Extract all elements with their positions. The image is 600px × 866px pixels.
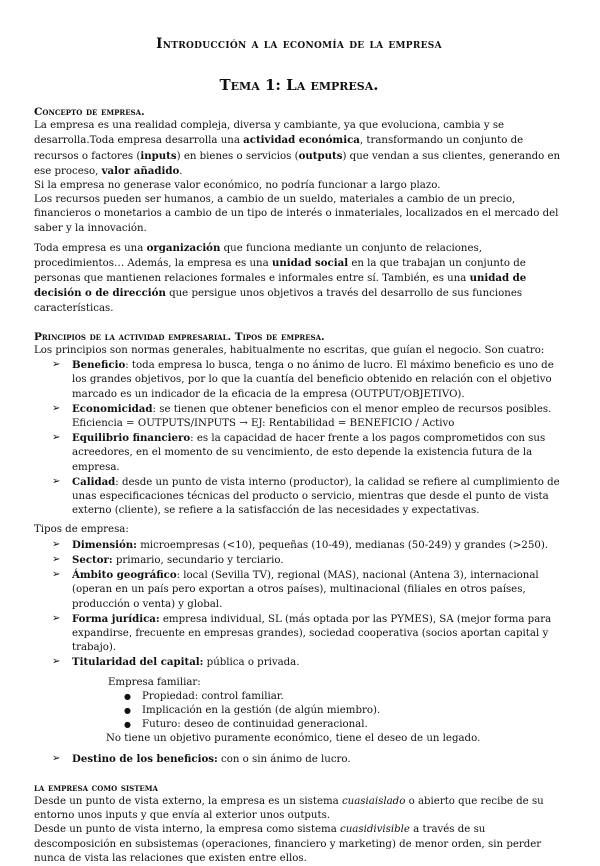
concepto-paragraph-2 xyxy=(34,241,564,316)
text-run: en la que trabajan un conjunto de personas que mantienen relaciones formales e informales entre sí. También, es una xyxy=(34,258,526,285)
list-item xyxy=(34,568,564,612)
item-text: : toda empresa lo busca, tenga o no ánimo de lucro. El máximo beneficio es uno de los grandes objetivos, por lo que la cuantía del beneficio obtenido en relación con el objetivo marcado es un indicador de la eficacia de la empresa (OUTPUT/OBJETIVO). xyxy=(72,360,554,400)
item-label: Economicidad xyxy=(72,402,153,415)
principios-intro: Los principios son normas generales, habitualmente no escritas, que guían el negocio. Son cuatro: xyxy=(34,345,545,357)
item-label: Sector: xyxy=(72,553,113,566)
arrow-bullet-icon: ➢ xyxy=(52,475,61,487)
text-run: o abierto que recibe de su entorno unos inputs y que envía al exterior unos outputs. xyxy=(34,795,544,822)
concepto-paragraph-1 xyxy=(34,119,564,179)
bold-term: outputs xyxy=(298,149,343,162)
bold-term: unidad social xyxy=(271,257,349,270)
text-run: que funciona mediante un conjunto de relaciones, procedimientos… Además, la empresa es una xyxy=(34,242,482,270)
principios-list xyxy=(34,358,564,518)
concepto-paragraph-1c: Los recursos pueden ser humanos, a cambio de un sueldo, materiales a cambio de un precio, financieros o monetarios a cambio de un tipo de interés o inmateriales, localizados en el mercado del saber y la innovación. xyxy=(34,194,559,234)
arrow-bullet-icon: ➢ xyxy=(52,402,61,414)
sistema-paragraph-1 xyxy=(34,795,564,823)
empresa-familiar-closing: No tiene un objetivo puramente económico, tiene el deseo de un legado. xyxy=(106,733,481,745)
list-item xyxy=(34,718,564,732)
list-item xyxy=(34,431,564,475)
empresa-familiar-title: Empresa familiar: xyxy=(108,676,201,688)
section-heading-sistema: la empresa como sistema xyxy=(34,781,158,794)
round-bullet-icon: ● xyxy=(124,705,131,715)
item-label: Forma jurídica: xyxy=(72,612,160,625)
item-text: empresa individual, SL (más optada por las PYMES), SA (mejor forma para expandirse, frecuente en empresas grandes), sociedad cooperativa (socios aportan capital y trabajo). xyxy=(72,613,552,654)
list-item xyxy=(34,402,564,431)
item-text: primario, secundario y terciario. xyxy=(112,554,284,566)
tema-title: Tema 1: La empresa. xyxy=(219,76,379,94)
item-text: con o sin ánimo de lucro. xyxy=(217,753,351,765)
text-run: a través de su descomposición en subsistemas (operaciones, financiero y marketing) de menor orden, sin perder nunca de vista las relaciones que existen entre ellos. xyxy=(34,824,542,864)
arrow-bullet-icon: ➢ xyxy=(52,538,61,550)
item-label: Ámbito geográfico xyxy=(72,569,177,582)
item-text: Implicación en la gestión (de algún miembro). xyxy=(142,704,381,716)
bold-term: inputs xyxy=(140,149,177,162)
arrow-bullet-icon: ➢ xyxy=(52,752,61,764)
text-run: ) que vendan a sus clientes, generando en ese proceso, xyxy=(34,150,561,177)
item-label: Equilibrio financiero xyxy=(72,432,191,445)
arrow-bullet-icon: ➢ xyxy=(52,432,61,444)
item-label: Dimensión: xyxy=(72,538,137,551)
italic-term: cuasiaislado xyxy=(341,795,406,807)
item-text: : local (Sevilla TV), regional (MAS), nacional (Antena 3), internacional (operan en un país pero exportan a otros países), multinacional (filiales en otros países, producción o venta) y global. xyxy=(72,570,539,610)
sistema-paragraph-2 xyxy=(34,823,564,866)
bold-term: valor añadido xyxy=(101,164,180,177)
text-run: . xyxy=(179,165,183,177)
text-run: Toda empresa es una xyxy=(34,242,147,254)
text-run: Desde un punto de vista externo, la empresa es un sistema xyxy=(34,795,342,807)
list-item xyxy=(34,612,564,656)
round-bullet-icon: ● xyxy=(124,691,131,701)
bold-term: actividad económica xyxy=(243,134,360,147)
section-heading-concepto: Concepto de empresa. xyxy=(34,106,145,118)
arrow-bullet-icon: ➢ xyxy=(52,656,61,668)
item-text: Propiedad: control familiar. xyxy=(142,690,284,702)
concepto-paragraph-1b: Si la empresa no generase valor económico, no podría funcionar a largo plazo. xyxy=(34,180,441,192)
arrow-bullet-icon: ➢ xyxy=(52,553,61,565)
item-label: Beneficio xyxy=(72,359,126,372)
list-item xyxy=(34,553,564,568)
destino-list xyxy=(34,752,564,767)
item-label: Destino de los beneficios: xyxy=(72,752,218,765)
item-text: pública o privada. xyxy=(203,657,300,669)
tipos-intro: Tipos de empresa: xyxy=(34,524,129,536)
item-label: Calidad xyxy=(72,475,116,488)
arrow-bullet-icon: ➢ xyxy=(52,359,61,371)
empresa-familiar-list xyxy=(34,690,564,733)
list-item xyxy=(34,538,564,553)
list-item xyxy=(34,690,564,704)
list-item-destino xyxy=(34,752,564,767)
text-run: Desde un punto de vista interno, la empresa como sistema xyxy=(34,824,341,836)
tipos-list xyxy=(34,538,564,671)
text-run: La empresa es una realidad compleja, diversa y cambiante, ya que evoluciona, cambia y se desarrolla. xyxy=(34,120,505,147)
section-heading-principios: Principios de la actividad empresarial. Tipos de empresa. xyxy=(34,330,325,343)
bold-term: unidad de decisión o de dirección xyxy=(34,272,527,300)
item-text: microempresas (<10), pequeñas (10-49), medianas (50-249) y grandes (>250). xyxy=(136,539,549,551)
list-item xyxy=(34,475,564,519)
list-item xyxy=(34,704,564,718)
italic-term: cuasidivisible xyxy=(340,824,410,836)
text-run: que persigue unos objetivos a través del desarrollo de sus funciones características. xyxy=(34,288,523,314)
list-item xyxy=(34,655,564,670)
item-label: Titularidad del capital: xyxy=(72,656,204,669)
text-run: ) en bienes o servicios ( xyxy=(176,150,299,162)
bold-term: organización xyxy=(146,241,221,254)
text-run: Toda empresa desarrolla una xyxy=(89,135,244,147)
text-run: , transformando un conjunto de recursos o factores ( xyxy=(34,135,524,162)
list-item xyxy=(34,358,564,402)
document-title: Introducción a la economía de la empresa xyxy=(156,36,442,52)
item-text: : desde un punto de vista interno (productor), la calidad se refiere al cumplimiento de unas especificaciones técnicas del producto o servicio, mientras que desde el punto de vista externo (cliente), se refiere a la satisfacción de las necesidades y expectativas. xyxy=(72,476,560,517)
arrow-bullet-icon: ➢ xyxy=(52,569,61,581)
item-text: Futuro: deseo de continuidad generacional. xyxy=(142,719,368,731)
round-bullet-icon: ● xyxy=(124,720,131,730)
item-text: : se tienen que obtener beneficios con el menor empleo de recursos posibles. Eficiencia = OUTPUTS/INPUTS → EJ: Rentabilidad = BENEFICIO / Activo xyxy=(72,403,552,430)
item-text: : es la capacidad de hacer frente a los pagos comprometidos con sus acreedores, en el momento de su vencimiento, de esto depende la existencia futura de la empresa. xyxy=(72,433,546,473)
arrow-bullet-icon: ➢ xyxy=(52,612,61,624)
